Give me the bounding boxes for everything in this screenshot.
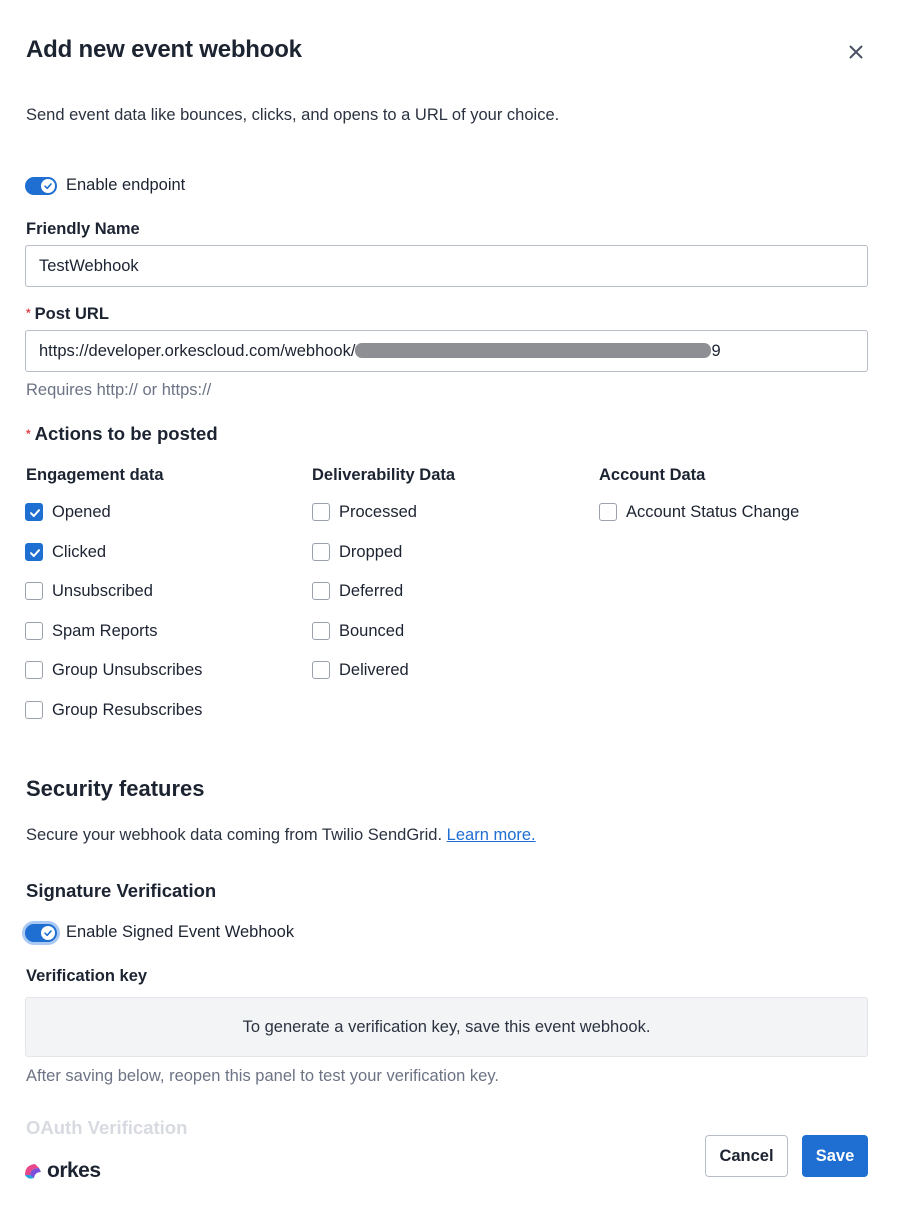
enable-endpoint-label: Enable endpoint — [66, 176, 186, 194]
verification-key-label: Verification key — [26, 967, 148, 985]
checkbox-box[interactable] — [312, 503, 330, 521]
enable-endpoint-toggle[interactable] — [25, 177, 57, 195]
checkbox-label: Processed — [339, 502, 417, 521]
actions-heading — [26, 423, 218, 445]
checkbox-account-status-change[interactable] — [599, 502, 799, 522]
checkbox-label: Opened — [52, 502, 111, 521]
checkbox-bounced[interactable] — [312, 621, 404, 641]
checkbox-label: Group Unsubscribes — [52, 660, 203, 679]
security-description — [26, 826, 536, 845]
check-icon — [28, 506, 42, 520]
oauth-verification-heading: OAuth Verification — [26, 1117, 188, 1138]
checkbox-label: Delivered — [339, 660, 409, 679]
dialog-title: Add new event webhook — [26, 36, 302, 63]
checkbox-box[interactable] — [599, 503, 617, 521]
save-button[interactable]: Save — [802, 1135, 868, 1177]
signed-webhook-toggle[interactable] — [25, 924, 57, 942]
checkbox-dropped[interactable] — [312, 542, 402, 562]
brand-name: orkes — [47, 1159, 101, 1182]
checkbox-clicked[interactable] — [25, 542, 106, 562]
close-button[interactable] — [844, 40, 868, 64]
checkbox-unsubscribed[interactable] — [25, 581, 153, 601]
checkbox-box[interactable] — [25, 701, 43, 719]
actions-heading-text: Actions to be posted — [34, 423, 218, 444]
after-saving-hint: After saving below, reopen this panel to test your verification key. — [26, 1067, 499, 1085]
checkbox-label: Dropped — [339, 542, 403, 561]
close-icon — [844, 40, 868, 64]
checkbox-label: Deferred — [339, 581, 404, 600]
checkbox-label: Clicked — [52, 542, 107, 561]
check-icon — [28, 546, 42, 560]
orkes-logo — [22, 1158, 101, 1184]
checkbox-spam-reports[interactable] — [25, 621, 157, 641]
post-url-label-text: Post URL — [34, 305, 109, 323]
checkbox-box[interactable] — [312, 582, 330, 600]
checkbox-box[interactable] — [312, 661, 330, 679]
checkbox-label: Spam Reports — [52, 621, 158, 640]
checkbox-opened[interactable] — [25, 502, 111, 522]
checkbox-box[interactable] — [25, 503, 43, 521]
cancel-button[interactable]: Cancel — [705, 1135, 788, 1177]
signature-verification-heading: Signature Verification — [26, 880, 217, 901]
security-description-text: Secure your webhook data coming from Twilio SendGrid. — [26, 826, 443, 844]
checkbox-group-unsubscribes[interactable] — [25, 660, 202, 680]
checkbox-label: Account Status Change — [626, 502, 800, 521]
checkbox-delivered[interactable] — [312, 660, 409, 680]
checkbox-box[interactable] — [25, 543, 43, 561]
checkbox-label: Group Resubscribes — [52, 700, 203, 719]
required-marker: * — [26, 306, 31, 320]
checkbox-label: Unsubscribed — [52, 581, 153, 600]
checkbox-box[interactable] — [312, 622, 330, 640]
post-url-label — [26, 305, 109, 324]
checkbox-box[interactable] — [312, 543, 330, 561]
checkbox-box[interactable] — [25, 582, 43, 600]
check-icon — [43, 928, 53, 938]
checkbox-group-resubscribes[interactable] — [25, 700, 202, 720]
verification-key-box: To generate a verification key, save this event webhook. — [25, 997, 868, 1057]
post-url-value-prefix: https://developer.orkescloud.com/webhook/ — [39, 342, 356, 360]
checkbox-box[interactable] — [25, 622, 43, 640]
post-url-hint: Requires http:// or https:// — [26, 381, 212, 399]
checkbox-processed[interactable] — [312, 502, 417, 522]
redacted-url-segment — [355, 343, 711, 358]
post-url-input[interactable] — [25, 330, 868, 372]
orkes-logo-icon — [22, 1160, 44, 1182]
deliverability-data-heading: Deliverability Data — [312, 466, 456, 484]
dialog-subtitle: Send event data like bounces, clicks, and opens to a URL of your choice. — [26, 106, 560, 124]
signed-webhook-label: Enable Signed Event Webhook — [66, 923, 295, 941]
check-icon — [43, 181, 53, 191]
checkbox-label: Bounced — [339, 621, 405, 640]
learn-more-link[interactable]: Learn more. — [446, 826, 536, 844]
checkbox-deferred[interactable] — [312, 581, 403, 601]
checkbox-box[interactable] — [25, 661, 43, 679]
friendly-name-label: Friendly Name — [26, 220, 140, 238]
post-url-value-suffix: 9 — [711, 342, 721, 360]
account-data-heading: Account Data — [599, 466, 706, 484]
security-heading: Security features — [26, 776, 205, 801]
required-marker: * — [26, 427, 31, 441]
engagement-data-heading: Engagement data — [26, 466, 164, 484]
friendly-name-input[interactable]: TestWebhook — [25, 245, 868, 287]
